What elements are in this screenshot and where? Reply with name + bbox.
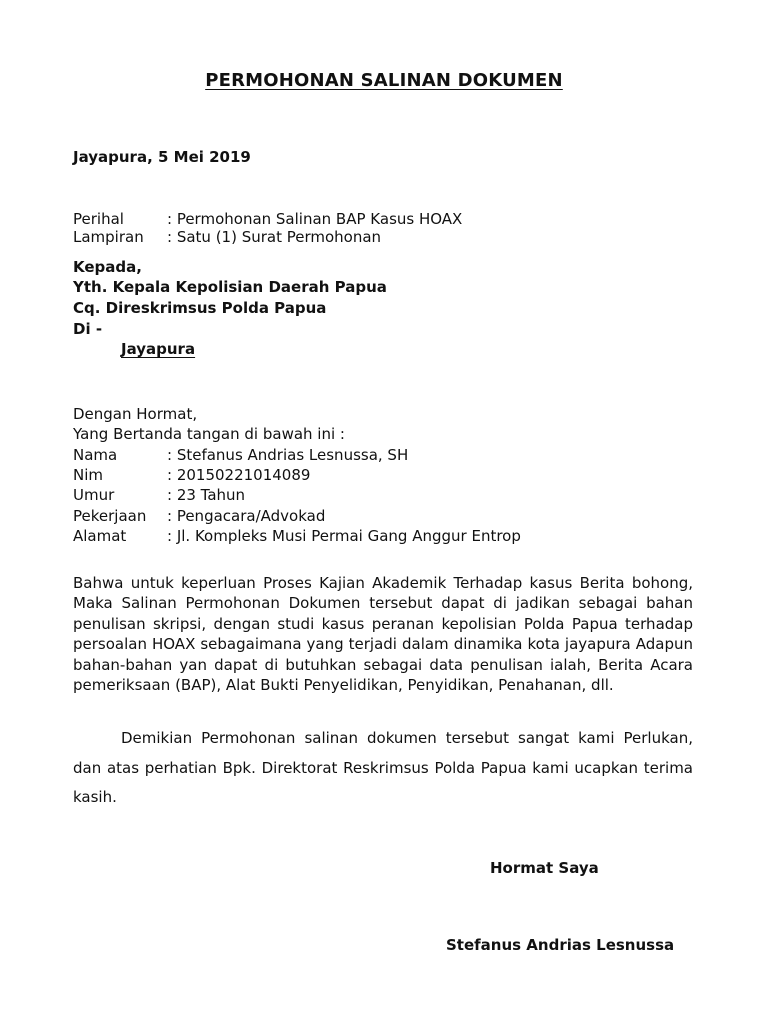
document-title xyxy=(0,70,768,91)
attachment-label: Lampiran xyxy=(73,228,144,246)
attachment-value: : Satu (1) Surat Permohonan xyxy=(167,228,382,246)
intro-line: Yang Bertanda tangan di bawah ini : xyxy=(73,425,345,443)
closing-paragraph: Demikian Permohonan salinan dokumen tersebut sangat kami Perlukan, dan atas perhatian Bpk. Direktorat Reskrimsus Polda Papua kami ucapkan terima kasih. xyxy=(73,729,693,806)
identity-value: : 20150221014089 xyxy=(167,466,311,484)
document-title-text: PERMOHONAN SALINAN DOKUMEN xyxy=(205,70,563,91)
identity-label: Nim xyxy=(73,466,103,484)
signer-name: Stefanus Andrias Lesnussa xyxy=(446,936,675,954)
addressee-city: Jayapura xyxy=(121,340,196,358)
identity-label: Alamat xyxy=(73,527,127,545)
subject-value: : Permohonan Salinan BAP Kasus HOAX xyxy=(167,210,463,228)
identity-value: : Jl. Kompleks Musi Permai Gang Anggur Entrop xyxy=(167,527,521,545)
subject-label: Perihal xyxy=(73,210,124,228)
identity-value: : Pengacara/Advokad xyxy=(167,507,326,525)
identity-label: Umur xyxy=(73,486,115,504)
identity-value: : 23 Tahun xyxy=(167,486,246,504)
addressee-line-1: Kepada, xyxy=(73,258,142,276)
addressee-line-4: Di - xyxy=(73,320,103,338)
body-paragraph: Bahwa untuk keperluan Proses Kajian Akademik Terhadap kasus Berita bohong, Maka Salinan Permohonan Dokumen tersebut dapat di jadikan sebagai bahan penulisan skripsi, dengan studi kasus peranan kepolisian Polda Papua terhadap persoalan HOAX sebagaimana yang terjadi dalam dinamika kota jayapura Adapun bahan-bahan yan dapat di butuhkan sebagai data penulisan ialah, Berita Acara pemeriksaan (BAP), Alat Bukti Penyelidikan, Penyidikan, Penahanan, dll. xyxy=(73,574,693,695)
addressee-line-3: Cq. Direskrimsus Polda Papua xyxy=(73,299,327,317)
place-date: Jayapura, 5 Mei 2019 xyxy=(73,148,251,166)
identity-label: Nama xyxy=(73,446,118,464)
addressee-line-2: Yth. Kepala Kepolisian Daerah Papua xyxy=(73,278,387,296)
identity-value: : Stefanus Andrias Lesnussa, SH xyxy=(167,446,409,464)
greeting: Dengan Hormat, xyxy=(73,405,198,423)
identity-label: Pekerjaan xyxy=(73,507,147,525)
signoff: Hormat Saya xyxy=(490,859,599,877)
